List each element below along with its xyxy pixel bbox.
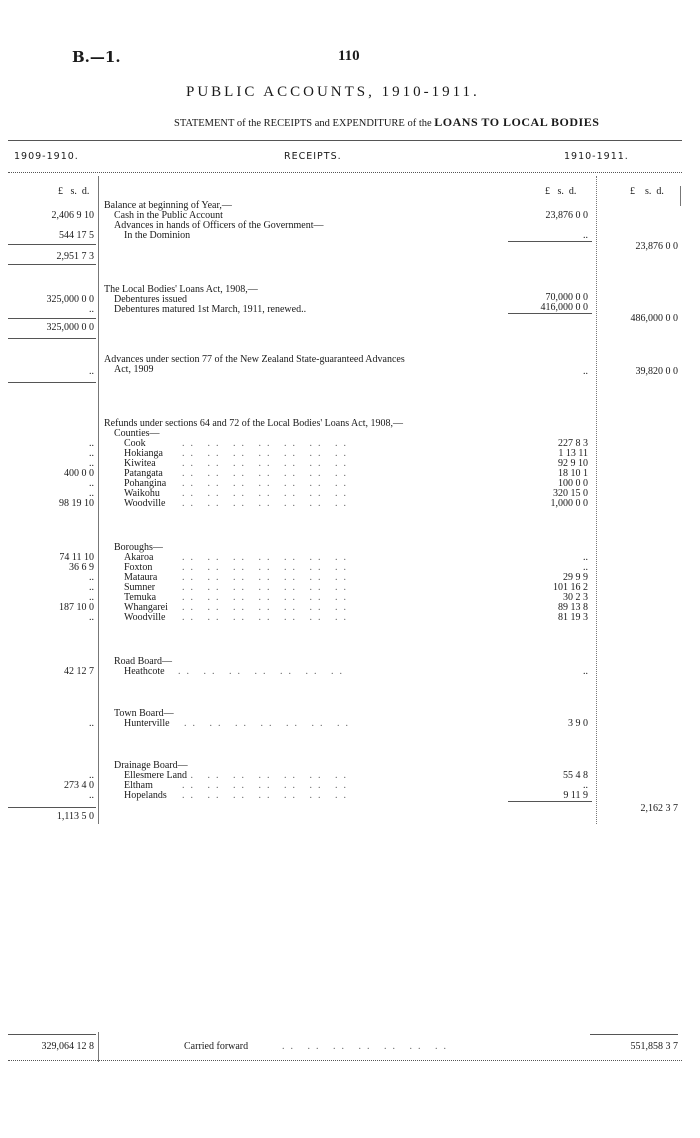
borough-cur-amount: 30 2 3 <box>563 592 588 603</box>
balance-cash-label: Cash in the Public Account <box>114 210 223 221</box>
carried-forward-prev-total: 329,064 12 8 <box>41 1041 94 1052</box>
drainage-board-name: Ellesmere Land <box>124 770 188 781</box>
column-header-current-year: 1910-1911. <box>564 151 629 162</box>
county-cur-amount: 18 10 1 <box>558 468 588 479</box>
road-board-cur: .. <box>583 666 588 677</box>
statement-subject: LOANS TO LOCAL BODIES <box>434 115 600 129</box>
advances-line2: Act, 1909 <box>114 364 154 375</box>
balance-cur-total: 23,876 0 0 <box>635 241 678 252</box>
drainage-board-label: Drainage Board— <box>114 760 188 771</box>
county-prev-amount: .. <box>89 458 94 469</box>
loans-prev-issued: 325,000 0 0 <box>46 294 94 305</box>
document-reference: B.—1. <box>72 48 121 66</box>
borough-prev-amount: .. <box>89 582 94 593</box>
borough-cur-amount: 81 19 3 <box>558 612 588 623</box>
borough-name: Temuka <box>124 592 157 603</box>
borough-prev-amount: 187 10 0 <box>59 602 94 613</box>
debentures-issued-label: Debentures issued <box>114 294 188 305</box>
county-name: Cook <box>124 438 146 449</box>
county-prev-amount: .. <box>89 478 94 489</box>
borough-prev-amount: .. <box>89 572 94 583</box>
town-board-cur: 3 9 0 <box>568 718 588 729</box>
loans-act-heading: The Local Bodies' Loans Act, 1908,— <box>104 284 258 295</box>
balance-dominion-label: In the Dominion <box>124 230 191 241</box>
page-title: PUBLIC ACCOUNTS, 1910-1911. <box>186 84 480 100</box>
debentures-renewed-label: Debentures matured 1st March, 1911, renewed.. <box>114 304 307 315</box>
refunds-prev-total: 1,113 5 0 <box>56 811 94 822</box>
drainage-board-name: Eltham <box>124 780 153 791</box>
borough-cur-amount: .. <box>583 562 588 573</box>
road-board-prev: 42 12 7 <box>64 666 94 677</box>
balance-prev-total: 2,951 7 3 <box>56 251 94 262</box>
borough-prev-amount: .. <box>89 592 94 603</box>
borough-name: Foxton <box>124 562 153 573</box>
county-prev-amount: 400 0 0 <box>64 468 94 479</box>
counties-label: Counties— <box>114 428 160 439</box>
statement-prefix: STATEMENT of the RECEIPTS and EXPENDITURE of the <box>174 118 432 129</box>
balance-prev-advances: 544 17 5 <box>59 230 94 241</box>
column-header-prev-year: 1909-1910. <box>14 151 79 162</box>
boroughs-label: Boroughs— <box>114 542 163 553</box>
column-header-receipts: RECEIPTS. <box>284 151 342 162</box>
road-board-name: Heathcote <box>124 666 165 677</box>
county-prev-amount: 98 19 10 <box>59 498 94 509</box>
unit-header-total: £ s. d. <box>630 186 664 197</box>
balance-advances-label: Advances in hands of Officers of the Government— <box>114 220 324 231</box>
county-name: Patangata <box>124 468 163 479</box>
borough-prev-amount: .. <box>89 612 94 623</box>
county-name: Woodville <box>124 498 166 509</box>
balance-cur-advances: .. <box>583 230 588 241</box>
town-board-name: Hunterville <box>124 718 170 729</box>
balance-prev-cash: 2,406 9 10 <box>51 210 94 221</box>
drainage-board-prev-amount: .. <box>89 770 94 781</box>
loans-cur-issued: 70,000 0 0 <box>545 292 588 303</box>
county-cur-amount: 320 15 0 <box>553 488 588 499</box>
road-board-label: Road Board— <box>114 656 173 667</box>
town-board-prev: .. <box>89 718 94 729</box>
loans-prev-renewed: .. <box>89 304 94 315</box>
borough-cur-amount: 29 9 9 <box>563 572 588 583</box>
advances-cur-total: 39,820 0 0 <box>635 366 678 377</box>
county-name: Hokianga <box>124 448 163 459</box>
county-name: Kiwitea <box>124 458 156 469</box>
carried-forward-label: Carried forward <box>184 1041 249 1052</box>
borough-name: Akaroa <box>124 552 154 563</box>
drainage-board-cur-amount: 9 11 9 <box>563 790 588 801</box>
loans-cur-renewed: 416,000 0 0 <box>540 302 588 313</box>
borough-name: Whangarei <box>124 602 168 613</box>
page-number: 110 <box>338 48 360 64</box>
borough-cur-amount: .. <box>583 552 588 563</box>
borough-name: Woodville <box>124 612 166 623</box>
carried-forward-cur-total: 551,858 3 7 <box>630 1041 678 1052</box>
borough-name: Sumner <box>124 582 156 593</box>
borough-cur-amount: 101 16 2 <box>553 582 588 593</box>
borough-prev-amount: 36 6 9 <box>69 562 94 573</box>
borough-name: Mataura <box>124 572 158 583</box>
balance-cur-cash: 23,876 0 0 <box>545 210 588 221</box>
advances-prev: .. <box>89 366 94 377</box>
county-name: Waikohu <box>124 488 160 499</box>
refunds-heading: Refunds under sections 64 and 72 of the Local Bodies' Loans Act, 1908,— <box>104 418 403 429</box>
statement-heading <box>174 115 599 130</box>
drainage-board-prev-amount: .. <box>89 790 94 801</box>
county-prev-amount: .. <box>89 488 94 499</box>
drainage-board-cur-amount: .. <box>583 780 588 791</box>
county-cur-amount: 100 0 0 <box>558 478 588 489</box>
borough-prev-amount: 74 11 10 <box>59 552 94 563</box>
drainage-board-cur-amount: 55 4 8 <box>563 770 588 781</box>
unit-header-mid: £ s. d. <box>545 186 577 197</box>
county-cur-amount: 1,000 0 0 <box>550 498 588 509</box>
loans-prev-total: 325,000 0 0 <box>46 322 94 333</box>
county-name: Pohangina <box>124 478 167 489</box>
county-cur-amount: 1 13 11 <box>558 448 588 459</box>
town-board-label: Town Board— <box>114 708 174 719</box>
drainage-board-name: Hopelands <box>124 790 167 801</box>
balance-heading: Balance at beginning of Year,— <box>104 200 232 211</box>
refunds-cur-total: 2,162 3 7 <box>640 803 678 814</box>
county-prev-amount: .. <box>89 438 94 449</box>
advances-line1: Advances under section 77 of the New Zealand State-guaranteed Advances <box>104 354 405 365</box>
unit-header-prev: £ s. d. <box>58 186 90 197</box>
borough-cur-amount: 89 13 8 <box>558 602 588 613</box>
drainage-board-prev-amount: 273 4 0 <box>64 780 94 791</box>
advances-mid: .. <box>583 366 588 377</box>
loans-cur-total: 486,000 0 0 <box>630 313 678 324</box>
county-cur-amount: 92 9 10 <box>558 458 588 469</box>
county-cur-amount: 227 8 3 <box>558 438 588 449</box>
county-prev-amount: .. <box>89 448 94 459</box>
